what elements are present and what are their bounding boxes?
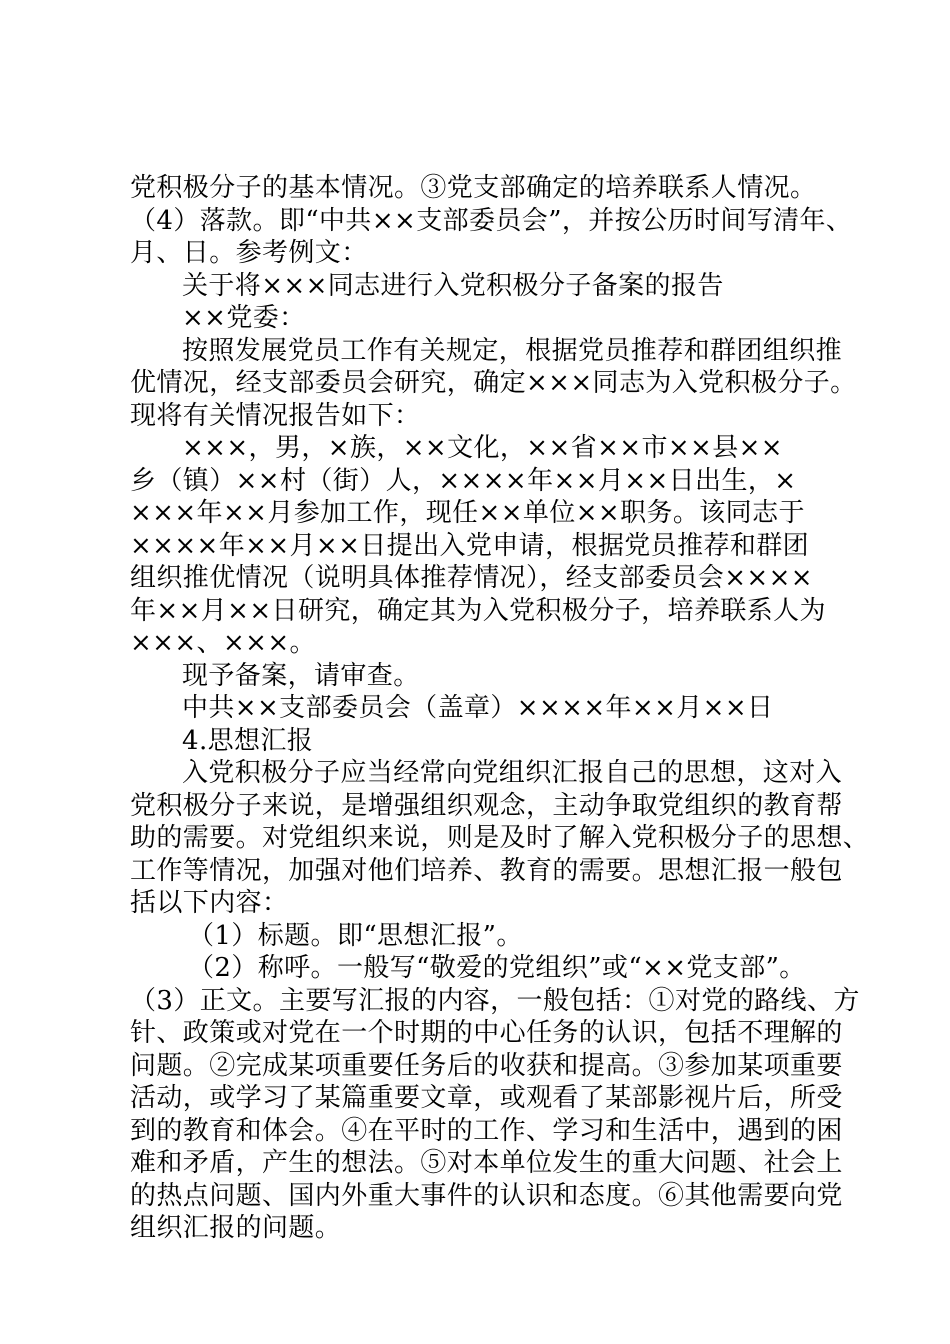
text-line: 乡（镇）××村（街）人，××××年××月××日出生，×: [130, 465, 797, 496]
text-line: ××党委：: [182, 303, 306, 333]
text-line: 的热点问题、国内外重大事件的认识和态度。⑥其他需要向党: [130, 1180, 843, 1211]
text-line: 党积极分子的基本情况。③党支部确定的培养联系人情况。: [130, 173, 817, 203]
text-line: 组织推优情况（说明具体推荐情况），经支部委员会××××: [130, 563, 813, 593]
text-line: 难和矛盾，产生的想法。⑤对本单位发生的重大问题、社会上: [130, 1148, 843, 1178]
text-line: 优情况，经支部委员会研究，确定×××同志为入党积极分子。: [130, 368, 857, 398]
text-line: 关于将×××同志进行入党积极分子备案的报告: [182, 270, 724, 301]
text-line: （2）称呼。一般写“敬爱的党组织”或“××党支部”。: [188, 953, 806, 983]
document-body: [130, 172, 870, 1245]
text-line: 到的教育和体会。④在平时的工作、学习和生活中，遇到的困: [130, 1115, 843, 1146]
text-line: 助的需要。对党组织来说，则是及时了解入党积极分子的思想、: [130, 823, 870, 853]
text-line: （4）落款。即“中共××支部委员会”，并按公历时间写清年、: [130, 205, 853, 236]
text-line: 活动，或学习了某篇重要文章，或观看了某部影视片后，所受: [130, 1083, 843, 1113]
text-line: 组织汇报的问题。: [130, 1213, 342, 1243]
text-line: 年××月××日研究，确定其为入党积极分子，培养联系人为: [130, 595, 826, 626]
text-line: ××××年××月××日提出入党申请，根据党员推荐和群团: [130, 530, 810, 561]
text-line: 括以下内容：: [130, 888, 289, 918]
text-line: （1）标题。即“思想汇报”。: [188, 920, 523, 951]
text-line: 问题。②完成某项重要任务后的收获和提高。③参加某项重要: [130, 1050, 843, 1081]
text-line: 党积极分子来说，是增强组织观念，主动争取党组织的教育帮: [130, 790, 843, 821]
text-line: （3）正文。主要写汇报的内容，一般包括：①对党的路线、方: [130, 985, 860, 1016]
text-line: 工作等情况，加强对他们培养、教育的需要。思想汇报一般包: [130, 855, 843, 886]
text-line: 现将有关情况报告如下：: [130, 400, 421, 431]
text-line: ×××，男，×族，××文化，××省××市××县××: [182, 433, 783, 463]
text-line: 入党积极分子应当经常向党组织汇报自己的思想，这对入: [182, 758, 843, 788]
text-line: 月、日。参考例文：: [130, 238, 368, 268]
text-line: 现予备案，请审查。: [182, 660, 420, 691]
text-line: 4.思想汇报: [182, 725, 314, 756]
text-line: ×××、×××。: [130, 628, 316, 658]
text-line: ×××年××月参加工作，现任××单位××职务。该同志于: [130, 498, 805, 528]
text-line: 按照发展党员工作有关规定，根据党员推荐和群团组织推: [182, 335, 843, 366]
text-line: 针、政策或对党在一个时期的中心任务的认识，包括不理解的: [130, 1018, 843, 1048]
text-line: 中共××支部委员会（盖章）××××年××月××日: [182, 693, 774, 723]
